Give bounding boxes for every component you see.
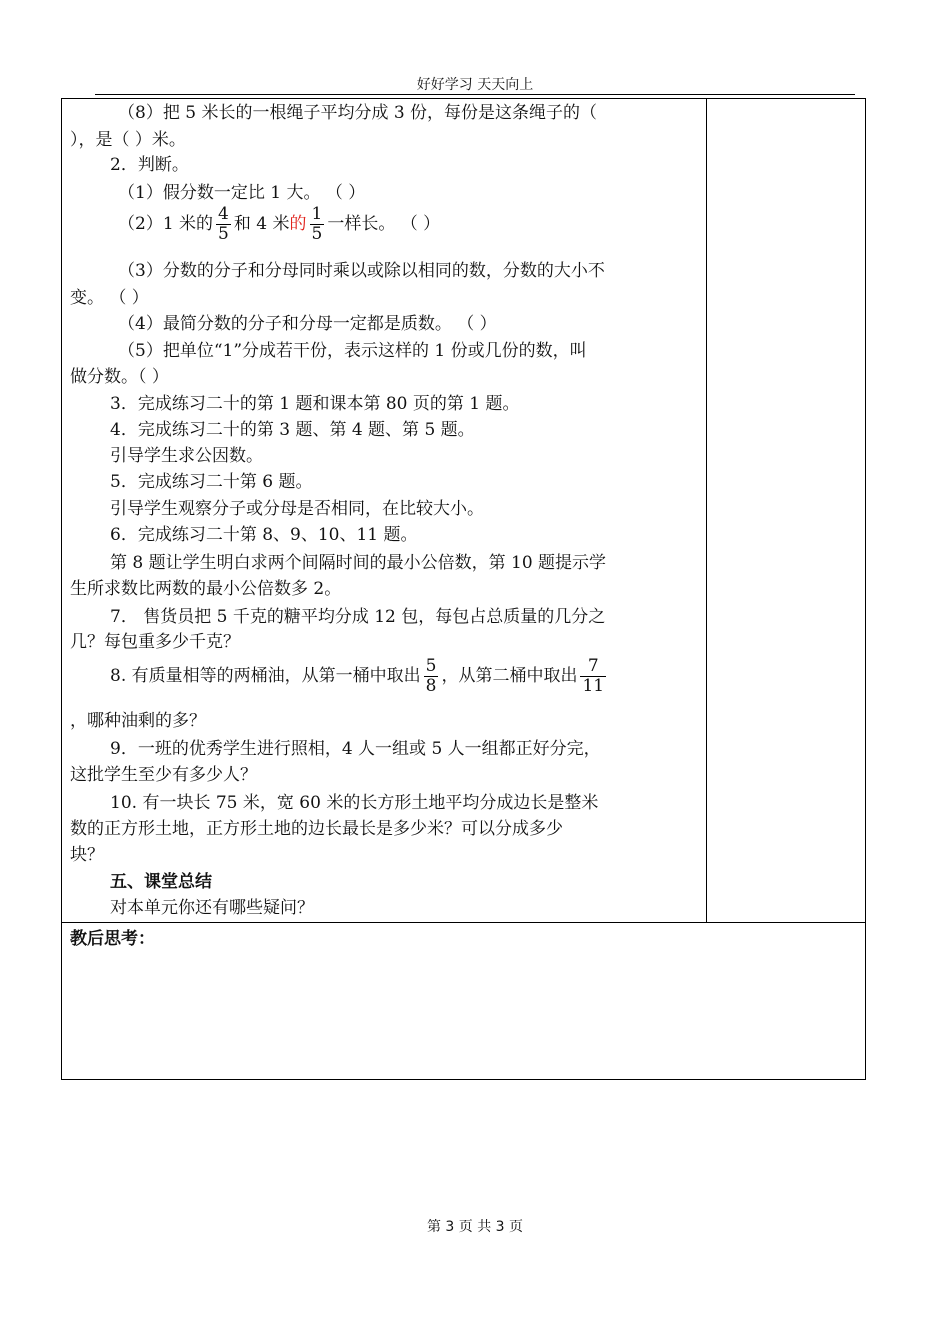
- fraction-5-8: [424, 657, 439, 696]
- page-number: 第 3 页 共 3 页: [426, 1219, 524, 1235]
- fraction-1-5: [310, 205, 325, 244]
- task-8-part-b: ，从第二桶中取出: [441, 666, 578, 686]
- judge-item-3-line2: 变。 （ ）: [70, 288, 149, 308]
- task-10-line1: 10. 有一块长 75 米，宽 60 米的长方形土地平均分成边长是整米: [110, 793, 599, 813]
- column-divider: [706, 99, 707, 922]
- fraction-numerator: 7: [580, 657, 606, 677]
- judge-item-5-line1: （5）把单位“1”分成若干份，表示这样的 1 份或几份的数，叫: [118, 341, 587, 361]
- task-4: 4．完成练习二十的第 3 题、第 4 题、第 5 题。: [110, 420, 475, 440]
- task-5: 5．完成练习二十第 6 题。: [110, 472, 313, 492]
- task-10-line2: 数的正方形土地，正方形土地的边长最长是多少米？可以分成多少: [70, 819, 563, 839]
- highlighted-word: 的: [289, 214, 307, 234]
- fraction-denominator: 5: [218, 224, 229, 244]
- row-divider: [62, 922, 865, 923]
- summary-title: 五、课堂总结: [110, 872, 212, 892]
- reflection-label: 教后思考：: [70, 929, 155, 949]
- task-9-line1: 9．一班的优秀学生进行照相，4 人一组或 5 人一组都正好分完，: [110, 739, 601, 759]
- task-7-line2: 几？每包重多少千克？: [70, 632, 240, 652]
- judge-item-2-part-a: （2）1 米的: [118, 214, 214, 234]
- judge-title: 2．判断。: [110, 155, 189, 175]
- task-8-line1: [110, 657, 609, 696]
- fraction-7-11: [580, 657, 606, 696]
- task-10-line3: 块？: [70, 845, 104, 865]
- q8-line2: ），是（ ）米。: [70, 130, 186, 150]
- judge-item-5-line2: 做分数。（ ）: [70, 367, 169, 387]
- task-7-line1: 7． 售货员把 5 千克的糖平均分成 12 包，每包占总质量的几分之: [110, 607, 606, 627]
- judge-item-2: [118, 205, 440, 244]
- task-6-note-line2: 生所求数比两数的最小公倍数多 2。: [70, 579, 342, 599]
- judge-item-2-part-c: 一样长。 （ ）: [327, 214, 441, 234]
- fraction-numerator: 5: [425, 656, 437, 676]
- task-6: 6．完成练习二十第 8、9、10、11 题。: [110, 525, 418, 545]
- task-5-note: 引导学生观察分子或分母是否相同，在比较大小。: [110, 499, 484, 519]
- lesson-table: [61, 98, 866, 1080]
- fraction-numerator: 1: [311, 204, 323, 224]
- task-8-line2: ，哪种油剩的多？: [70, 711, 206, 731]
- judge-item-1: （1）假分数一定比 1 大。 （ ）: [118, 183, 366, 203]
- page-header: 好好学习 天天向上: [416, 77, 534, 93]
- judge-item-4: （4）最简分数的分子和分母一定都是质数。 （ ）: [118, 314, 497, 334]
- q8-line1: （8）把 5 米长的一根绳子平均分成 3 份，每份是这条绳子的（: [118, 103, 598, 123]
- task-8-part-a: 8. 有质量相等的两桶油，从第一桶中取出: [110, 666, 421, 686]
- task-4-note: 引导学生求公因数。: [110, 446, 263, 466]
- fraction-4-5: [216, 205, 231, 244]
- summary-text: 对本单元你还有哪些疑问？: [110, 898, 314, 918]
- fraction-numerator: 4: [218, 204, 229, 224]
- judge-item-3-line1: （3）分数的分子和分母同时乘以或除以相同的数，分数的大小不: [118, 261, 605, 281]
- task-3: 3．完成练习二十的第 1 题和课本第 80 页的第 1 题。: [110, 394, 520, 414]
- judge-item-2-part-b: 和 4 米: [233, 214, 290, 234]
- task-6-note-line1: 第 8 题让学生明白求两个间隔时间的最小公倍数，第 10 题提示学: [110, 553, 607, 573]
- fraction-denominator: 11: [582, 676, 605, 696]
- header-rule: [95, 94, 855, 95]
- task-9-line2: 这批学生至少有多少人？: [70, 765, 257, 785]
- fraction-denominator: 5: [311, 224, 323, 244]
- fraction-denominator: 8: [425, 676, 437, 696]
